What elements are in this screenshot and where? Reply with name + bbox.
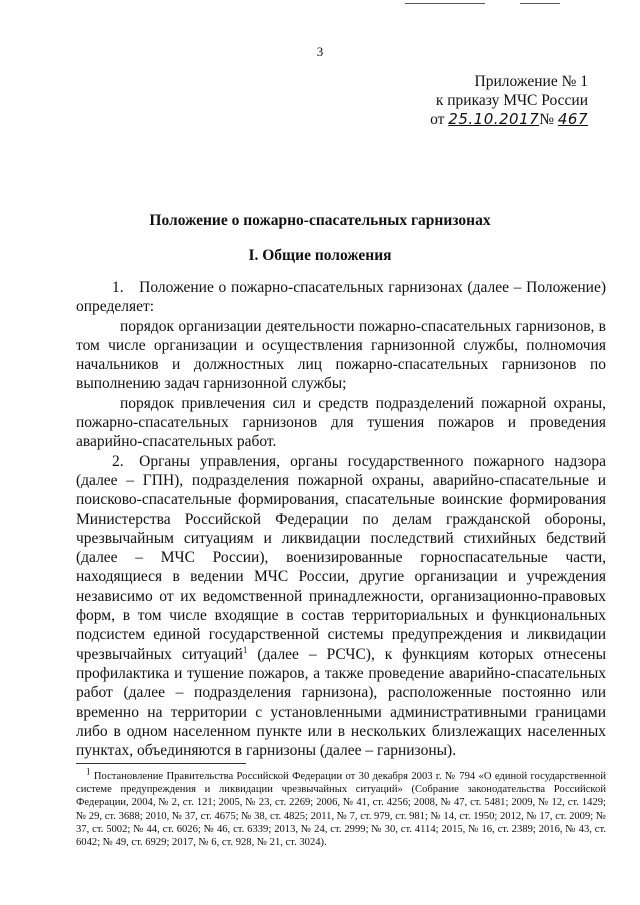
appendix-from: от bbox=[430, 111, 445, 128]
order-date-handwritten: 25.10.2017 bbox=[448, 110, 540, 128]
scan-artifact-line bbox=[520, 3, 560, 4]
section-title: I. Общие положения bbox=[248, 247, 392, 264]
paragraph-1-item-2: порядок привлечения сил и средств подразделений пожарной охраны, пожарно-спасательных гарнизонов для тушения пожаров и проведения аварийно-спасательных работ. bbox=[76, 394, 606, 451]
paragraph-1: 1. Положение о пожарно-спасательных гарнизонах (далее – Положение) определяет: bbox=[76, 279, 606, 316]
number-sign: № bbox=[539, 111, 554, 128]
paragraph-1-item-1: порядок организации деятельности пожарно-спасательных гарнизонов, в том числе организации и осуществления гарнизонной службы, полномочия начальников и должностных лиц пожарно-спасательных гарнизонов по выполнению задач гарнизонной службы; bbox=[76, 317, 606, 393]
page-number: 3 bbox=[316, 44, 324, 59]
document-title: Положение о пожарно-спасательных гарнизонах bbox=[149, 212, 491, 229]
order-number-handwritten: 467 bbox=[557, 110, 588, 128]
paragraph-2-text: 2. Органы управления, органы государственного пожарного надзора (далее – ГПН), подразделения пожарной охраны, аварийно-спасательные и поисково-спасательные формирования, спасательные воинские формирования Министерства Российской Федерации по делам гражданской обороны, чрезвычайным ситуациям и ликвидации последствий стихийных бедствий (далее – МЧС России), военизированные горноспасательные части, находящиеся в ведении МЧС России, другие организации и учреждения независимо от их ведомственной принадлежности, организационно-правовых форм, в том числе входящие в состав территориальных и функциональных подсистем единой государственной системы предупреждения и ликвидации чрезвычайных ситуаций bbox=[76, 452, 606, 663]
footnote-mark: 1 bbox=[86, 766, 91, 777]
appendix-line-1: Приложение № 1 bbox=[474, 73, 588, 90]
scan-artifact-line bbox=[405, 3, 485, 4]
paragraph-2 bbox=[76, 452, 606, 761]
appendix-line-3 bbox=[430, 110, 588, 129]
document-body bbox=[76, 278, 606, 760]
footnote-ref: 1 bbox=[242, 644, 248, 655]
paragraph-2-tail: (далее – РСЧС), к функциям которых отнесены профилактика и тушение пожаров, а также проведение аварийно-спасательных работ (далее – подразделения гарнизона), расположенные постоянно или временно на территории с установленными административными границами либо в одном населенном пункте или в нескольких близлежащих населенных пунктах, объединяются в гарнизоны (далее – гарнизоны). bbox=[76, 645, 607, 760]
appendix-header bbox=[430, 72, 588, 129]
footnote-text: Постановление Правительства Российской Федерации от 30 декабря 2003 г. № 794 «О единой государственной системе предупреждения и ликвидации чрезвычайных ситуаций» (Собрание законодательства Российской Федерации, 2004, № 2, ст. 121; 2005, № 23, ст. 2269; 2006, № 41, ст. 4256; 2008, № 47, ст. 5481; 2009, № 12, ст. 1429; № 29, ст. 3688; 2010, № 37, ст. 4675; № 38, ст. 4825; 2011, № 7, ст. 979, ст. 981; № 14, ст. 1950; 2012, № 17, ст. 2009; № 37, ст. 5002; № 44, ст. 6026; № 46, ст. 6339; 2013, № 24, ст. 2999; № 30, ст. 4114; 2015, № 16, ст. 2389; 2016, № 43, ст. 6042; № 49, ст. 6929; 2017, № 6, ст. 928, № 21, ст. 3024). bbox=[76, 771, 606, 849]
footnote-separator bbox=[76, 763, 246, 764]
appendix-line-2: к приказу МЧС России bbox=[435, 92, 588, 109]
footnote bbox=[76, 766, 606, 849]
